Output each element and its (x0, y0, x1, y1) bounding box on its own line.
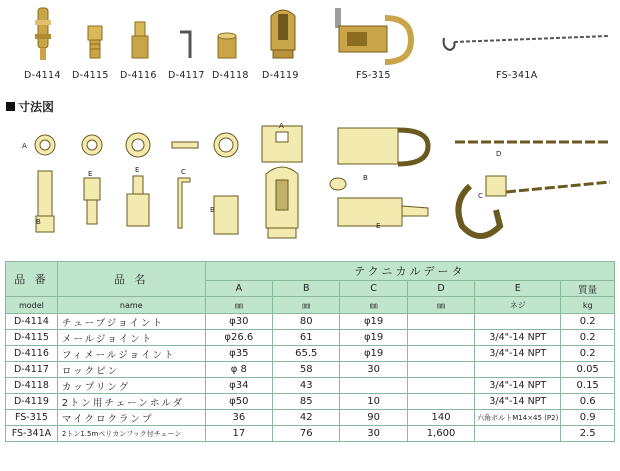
drawing-fs341a (455, 142, 610, 236)
female-joint-image (125, 4, 155, 66)
cell-kg: 0.2 (561, 314, 615, 330)
table-row (6, 410, 615, 426)
cell-model: D-4117 (6, 362, 58, 378)
header-name-en: name (57, 297, 205, 314)
col-header-d: D (407, 281, 474, 297)
product-code-d4118: D-4118 (212, 70, 249, 81)
product-code-d4116: D-4116 (120, 70, 157, 81)
cell-a: 17 (205, 426, 272, 442)
cell-name: ロックピン (57, 362, 205, 378)
product-d4114 (28, 4, 58, 66)
cell-d: 140 (407, 410, 474, 426)
cell-e: 3/4"-14 NPT (475, 394, 561, 410)
cell-model: D-4115 (6, 330, 58, 346)
section-title (6, 98, 54, 115)
cell-b: 58 (273, 362, 340, 378)
cell-c: 30 (340, 426, 407, 442)
cell-kg: 0.6 (561, 394, 615, 410)
table-row (6, 330, 615, 346)
col-header-c: C (340, 281, 407, 297)
cell-b: 85 (273, 394, 340, 410)
cell-b: 65.5 (273, 346, 340, 362)
cell-d (407, 346, 474, 362)
cell-model: D-4118 (6, 378, 58, 394)
product-d4117 (172, 4, 202, 66)
cell-c (340, 378, 407, 394)
dim-label-e: E (88, 170, 93, 178)
cell-a: φ35 (205, 346, 272, 362)
cell-name: チューブジョイント (57, 314, 205, 330)
male-joint-image (80, 4, 110, 66)
square-bullet-icon (6, 102, 15, 111)
cell-a: φ30 (205, 314, 272, 330)
col-header-a: A (205, 281, 272, 297)
product-d4115 (80, 4, 110, 66)
table-row (6, 362, 615, 378)
cell-name: フィメールジョイント (57, 346, 205, 362)
product-code-d4115: D-4115 (72, 70, 109, 81)
col-header-weight: 質量 (561, 281, 615, 297)
product-code-d4117: D-4117 (168, 70, 205, 81)
cell-e: 3/4"-14 NPT (475, 330, 561, 346)
dim-label-d: D (496, 150, 502, 158)
table-row (6, 314, 615, 330)
cell-a: φ34 (205, 378, 272, 394)
unit-c: ㎜ (340, 297, 407, 314)
cell-c: 90 (340, 410, 407, 426)
dim-label-b2: B (210, 206, 215, 214)
drawing-d4119 (262, 126, 302, 238)
cell-d (407, 378, 474, 394)
table-row (6, 394, 615, 410)
cell-c: φ19 (340, 314, 407, 330)
cell-a: φ 8 (205, 362, 272, 378)
tube-joint-image (28, 4, 58, 66)
cell-c: φ19 (340, 330, 407, 346)
dim-label-e2: E (135, 166, 140, 174)
cell-model: D-4114 (6, 314, 58, 330)
cell-e: 3/4"-14 NPT (475, 346, 561, 362)
cell-c: φ19 (340, 346, 407, 362)
product-d4118 (212, 4, 242, 66)
product-d4119 (263, 4, 303, 66)
dim-label-c: C (181, 168, 186, 176)
cell-a: φ50 (205, 394, 272, 410)
cell-kg: 0.9 (561, 410, 615, 426)
cell-b: 76 (273, 426, 340, 442)
cell-d (407, 314, 474, 330)
cell-name: 2トン用チェーンホルダ (57, 394, 205, 410)
micro-clamp-image (325, 4, 415, 66)
header-model-jp: 品 番 (6, 262, 58, 297)
cell-e (475, 362, 561, 378)
cell-model: D-4116 (6, 346, 58, 362)
dim-label-c2: C (478, 192, 483, 200)
cell-kg: 2.5 (561, 426, 615, 442)
col-header-b: B (273, 281, 340, 297)
cell-e (475, 314, 561, 330)
product-fs341a (438, 4, 613, 66)
dim-label-e3: E (376, 222, 381, 230)
cell-kg: 0.2 (561, 346, 615, 362)
product-code-d4119: D-4119 (262, 70, 299, 81)
unit-e: ネジ (475, 297, 561, 314)
unit-b: ㎜ (273, 297, 340, 314)
cell-e: 3/4"-14 NPT (475, 378, 561, 394)
drawing-fs315 (330, 128, 428, 226)
product-code-fs341a: FS-341A (496, 70, 538, 81)
table-row (6, 426, 615, 442)
cell-c: 10 (340, 394, 407, 410)
dim-label-b3: B (363, 174, 368, 182)
unit-d: ㎜ (407, 297, 474, 314)
drawing-d4117 (172, 142, 198, 228)
cell-b: 42 (273, 410, 340, 426)
cell-e (475, 426, 561, 442)
cell-name: メールジョイント (57, 330, 205, 346)
cell-kg: 0.05 (561, 362, 615, 378)
unit-weight: kg (561, 297, 615, 314)
lock-pin-image (172, 4, 202, 66)
chain-holder-image (263, 4, 303, 66)
cell-d: 1,600 (407, 426, 474, 442)
table-row (6, 346, 615, 362)
cell-model: FS-315 (6, 410, 58, 426)
dim-label-b: B (36, 218, 41, 226)
cell-a: 36 (205, 410, 272, 426)
cell-e: 六角ボルトM14×45 (P2) (475, 410, 561, 426)
cell-b: 61 (273, 330, 340, 346)
cell-model: FS-341A (6, 426, 58, 442)
cell-kg: 0.2 (561, 330, 615, 346)
dim-label-a2: A (279, 122, 284, 130)
cell-d (407, 394, 474, 410)
product-code-fs315: FS-315 (356, 70, 391, 81)
product-code-d4114: D-4114 (24, 70, 61, 81)
cell-kg: 0.15 (561, 378, 615, 394)
header-model-en: model (6, 297, 58, 314)
spec-table (5, 261, 615, 442)
cell-b: 43 (273, 378, 340, 394)
drawing-d4115 (82, 135, 102, 224)
header-name-jp: 品 名 (57, 262, 205, 297)
cell-a: φ26.6 (205, 330, 272, 346)
cell-name: マイクロクランプ (57, 410, 205, 426)
drawing-d4116 (126, 133, 150, 226)
cell-name: カップリング (57, 378, 205, 394)
product-d4116 (125, 4, 155, 66)
table-row (6, 378, 615, 394)
chain-image (438, 4, 613, 66)
dimension-drawings (0, 116, 620, 256)
cell-c: 30 (340, 362, 407, 378)
cell-name: 2トン1.5mペリカンフック付チェーン (57, 426, 205, 442)
drawing-d4118 (214, 133, 238, 234)
cell-b: 80 (273, 314, 340, 330)
product-fs315 (325, 4, 415, 66)
coupling-image (212, 4, 242, 66)
dim-label-a: A (22, 142, 27, 150)
header-technical-data: テクニカルデータ (205, 262, 614, 281)
unit-a: ㎜ (205, 297, 272, 314)
col-header-e: E (475, 281, 561, 297)
section-title-text: 寸法図 (18, 100, 55, 114)
cell-d (407, 330, 474, 346)
cell-d (407, 362, 474, 378)
cell-model: D-4119 (6, 394, 58, 410)
